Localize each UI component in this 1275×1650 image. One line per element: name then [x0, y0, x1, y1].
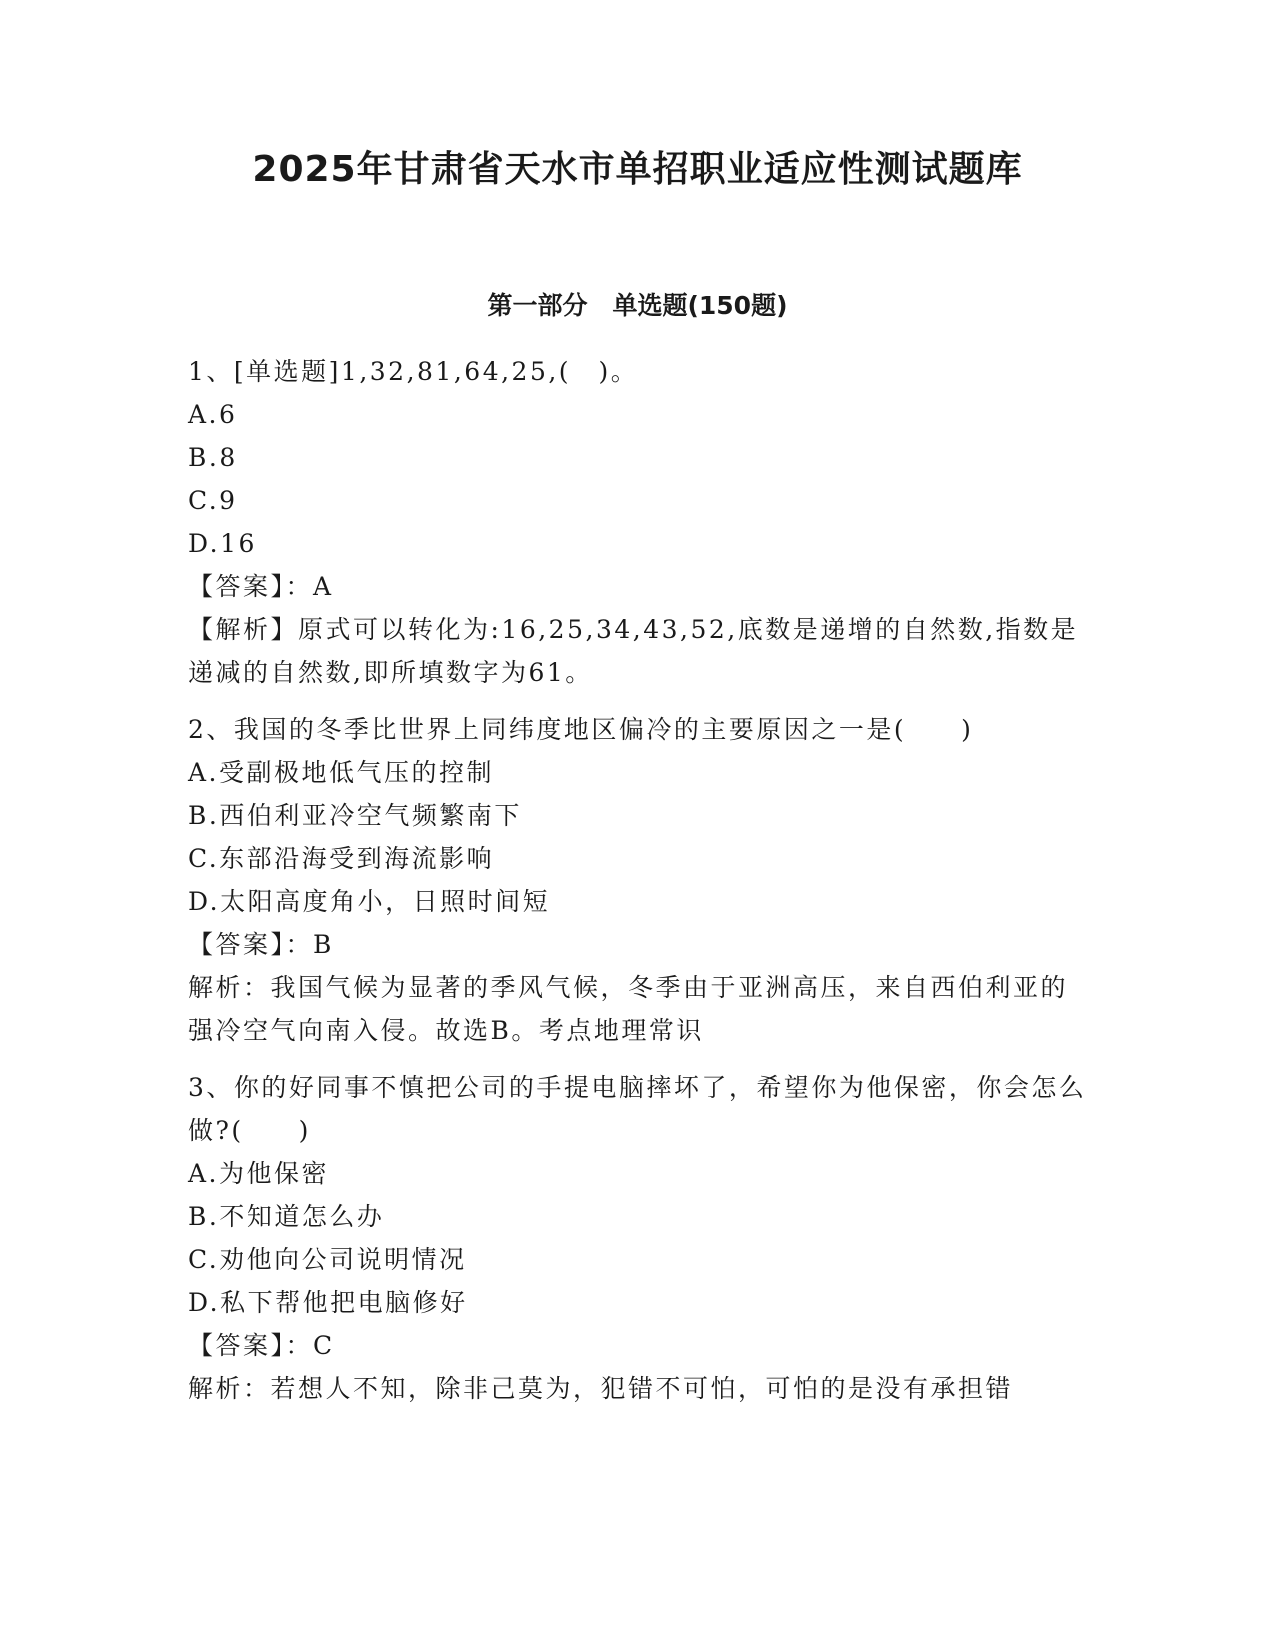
question-2 [188, 708, 1088, 1052]
option-a: A.受副极地低气压的控制 [188, 758, 495, 787]
answer: 【答案】：A [188, 572, 334, 601]
answer: 【答案】：C [188, 1331, 335, 1360]
option-d: D.16 [188, 529, 257, 558]
section-title: 第一部分 单选题(150题) [487, 291, 788, 320]
option-c: C.9 [188, 486, 238, 515]
option-b: B.不知道怎么办 [188, 1202, 385, 1231]
answer: 【答案】：B [188, 930, 334, 959]
question-stem: 2、我国的冬季比世界上同纬度地区偏冷的主要原因之一是( ) [188, 715, 974, 744]
option-d: D.太阳高度角小，日照时间短 [188, 887, 551, 916]
analysis: 【解析】原式可以转化为:16,25,34,43,52,底数是递增的自然数,指数是递减的自然数,即所填数字为61。 [188, 615, 1079, 687]
question-3 [188, 1066, 1088, 1410]
analysis: 解析：我国气候为显著的季风气候，冬季由于亚洲高压，来自西伯利亚的强冷空气向南入侵。故选B。考点地理常识 [188, 973, 1069, 1045]
option-c: C.劝他向公司说明情况 [188, 1245, 467, 1274]
option-b: B.西伯利亚冷空气频繁南下 [188, 801, 522, 830]
analysis: 解析：若想人不知，除非己莫为，犯错不可怕，可怕的是没有承担错 [188, 1374, 1014, 1403]
option-a: A.为他保密 [188, 1159, 330, 1188]
option-c: C.东部沿海受到海流影响 [188, 844, 495, 873]
question-stem: 1、[单选题]1,32,81,64,25,( )。 [188, 357, 639, 386]
option-d: D.私下帮他把电脑修好 [188, 1288, 468, 1317]
question-stem: 3、你的好同事不慎把公司的手提电脑摔坏了，希望你为他保密，你会怎么做?( ) [188, 1073, 1087, 1145]
question-list [188, 350, 1088, 1424]
option-a: A.6 [188, 400, 238, 429]
page-title: 2025年甘肃省天水市单招职业适应性测试题库 [252, 149, 1023, 190]
option-b: B.8 [188, 443, 238, 472]
question-1 [188, 350, 1088, 694]
